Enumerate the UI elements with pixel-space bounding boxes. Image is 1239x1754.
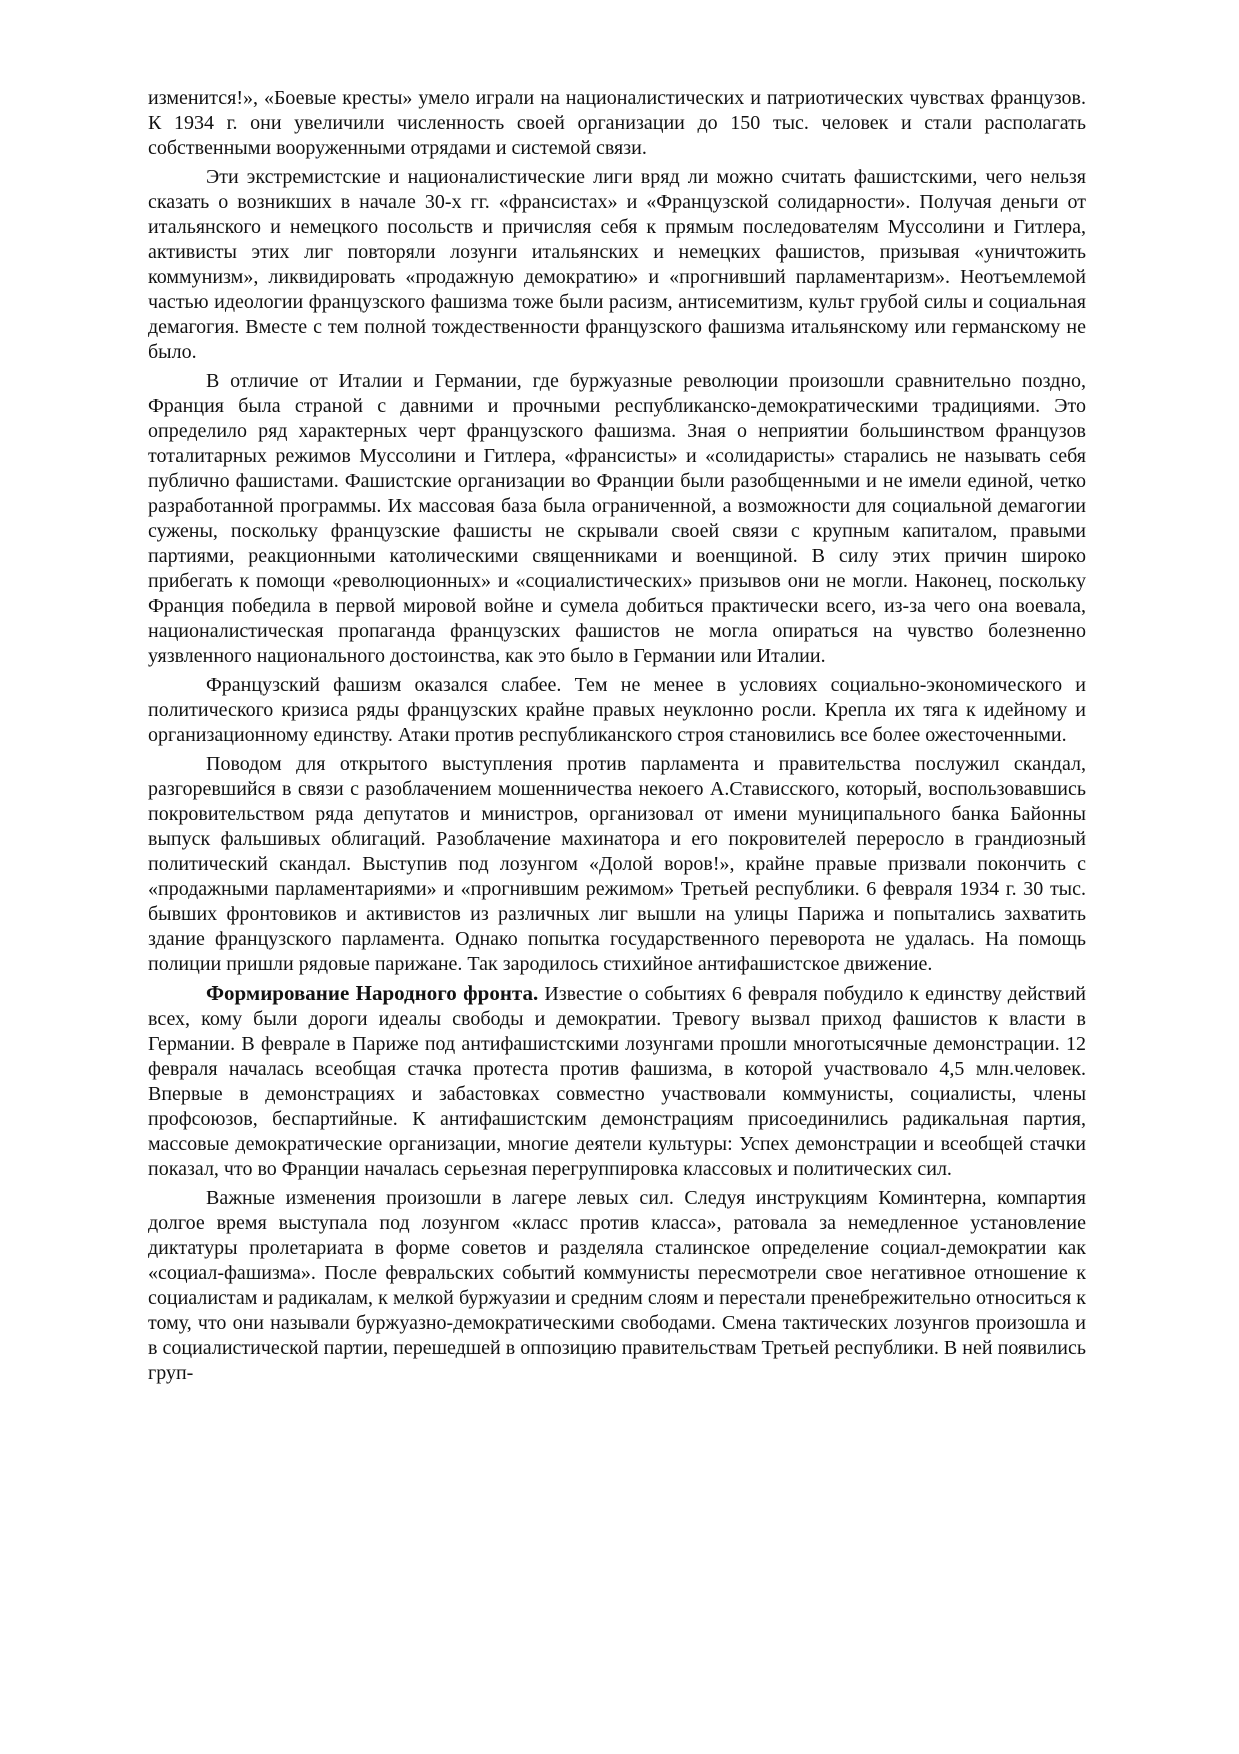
paragraph-1: изменится!», «Боевые кресты» умело играли на националистических и патриотических чувствах французов. К 1934 г. они увеличили численность своей организации до 150 тыс. человек и стали располагать собственными вооруженными отрядами и системой связи. <box>148 87 1086 159</box>
paragraph-2: Эти экстремистские и националистические лиги вряд ли можно считать фашистскими, чего нельзя сказать о возникших в начале 30-х гг. «франсистах» и «Французской солидарности». Получая деньги от итальянского и немецкого посольств и причисляя себя к прямым последователям Муссолини и Гитлера, активисты этих лиг повторяли лозунги итальянских и немецких фашистов, призывая «уничтожить коммунизм», ликвидировать «продажную демократию» и «прогнивший парламентаризм». Неотъемлемой частью идеологии французского фашизма тоже были расизм, антисемитизм, культ грубой силы и социальная демагогия. Вместе с тем полной тождественности французского фашизма итальянскому или германскому не было. <box>148 166 1086 363</box>
paragraph-6-text: Известие о событиях 6 февраля побудило к единству действий всех, кому были дороги идеалы свободы и демократии. Тревогу вызвал приход фашистов к власти в Германии. В феврале в Париже под антифашистскими лозунгами прошли многотысячные демонстрации. 12 февраля началась всеобщая стачка протеста против фашизма, в которой участвовало 4,5 млн.человек. Впервые в демонстрациях и забастовках совместно участвовали коммунисты, социалисты, члены профсоюзов, беспартийные. К антифашистским демонстрациям присоединились радикальная партия, массовые демократические организации, многие деятели культуры: Успех демонстрации и всеобщей стачки показал, что во Франции началась серьезная перегруппировка классовых и политических сил. <box>148 983 1087 1180</box>
paragraph-5: Поводом для открытого выступления против парламента и правительства послужил скандал, разгоревшийся в связи с разоблачением мошенничества некоего А.Стависского, который, воспользовавшись покровительством ряда депутатов и министров, организовал от имени муниципального банка Байонны выпуск фальшивых облигаций. Разоблачение махинатора и его покровителей переросло в грандиозный политический скандал. Выступив под лозунгом «Долой воров!», крайне правые призвали покончить с «продажными парламентариями» и «прогнившим режимом» Третьей республики. 6 февраля 1934 г. 30 тыс. бывших фронтовиков и активистов из различных лиг вышли на улицы Парижа и попытались захватить здание французского парламента. Однако попытка государственного переворота не удалась. На помощь полиции пришли рядовые парижане. Так зародилось стихийное антифашистское движение. <box>148 753 1086 975</box>
paragraph-7: Важные изменения произошли в лагере левых сил. Следуя инструкциям Коминтерна, компартия долгое время выступала под лозунгом «класс против класса», ратовала за немедленное установление диктатуры пролетариата в форме советов и разделяла сталинское определение социал-демократии как «социал-фашизма». После февральских событий коммунисты пересмотрели свое негативное отношение к социалистам и радикалам, к мелкой буржуазии и средним слоям и перестали пренебрежительно относиться к тому, что они называли буржуазно-демократическими свободами. Смена тактических лозунгов произошла и в социалистической партии, перешедшей в оппозицию правительствам Третьей республики. В ней появились груп- <box>148 1187 1086 1384</box>
paragraph-6 <box>148 981 1086 1182</box>
paragraph-4: Французский фашизм оказался слабее. Тем не менее в условиях социально-экономического и политического кризиса ряды французских крайне правых неуклонно росли. Крепла их тяга к идейному и организационному единству. Атаки против республиканского строя становились все более ожесточенными. <box>148 674 1086 746</box>
paragraph-3: В отличие от Италии и Германии, где буржуазные революции произошли сравнительно поздно, Франция была страной с давними и прочными республиканско-демократическими традициями. Это определило ряд характерных черт французского фашизма. Зная о неприятии большинством французов тоталитарных режимов Муссолини и Гитлера, «франсисты» и «солидаристы» старались не называть себя публично фашистами. Фашистские организации во Франции были разобщенными и не имели единой, четко разработанной программы. Их массовая база была ограниченной, а возможности для социальной демагогии сужены, поскольку французские фашисты не скрывали своей связи с крупным капиталом, правыми партиями, реакционными католическими священниками и военщиной. В силу этих причин широко прибегать к помощи «революционных» и «социалистических» призывов они не могли. Наконец, поскольку Франция победила в первой мировой войне и сумела добиться практически всего, из-за чего она воевала, националистическая пропаганда французских фашистов не могла опираться на чувство болезненно уязвленного национального достоинства, как это было в Германии или Италии. <box>148 370 1086 667</box>
section-heading: Формирование Народного фронта. <box>206 981 539 1005</box>
document-page <box>148 86 1086 1390</box>
